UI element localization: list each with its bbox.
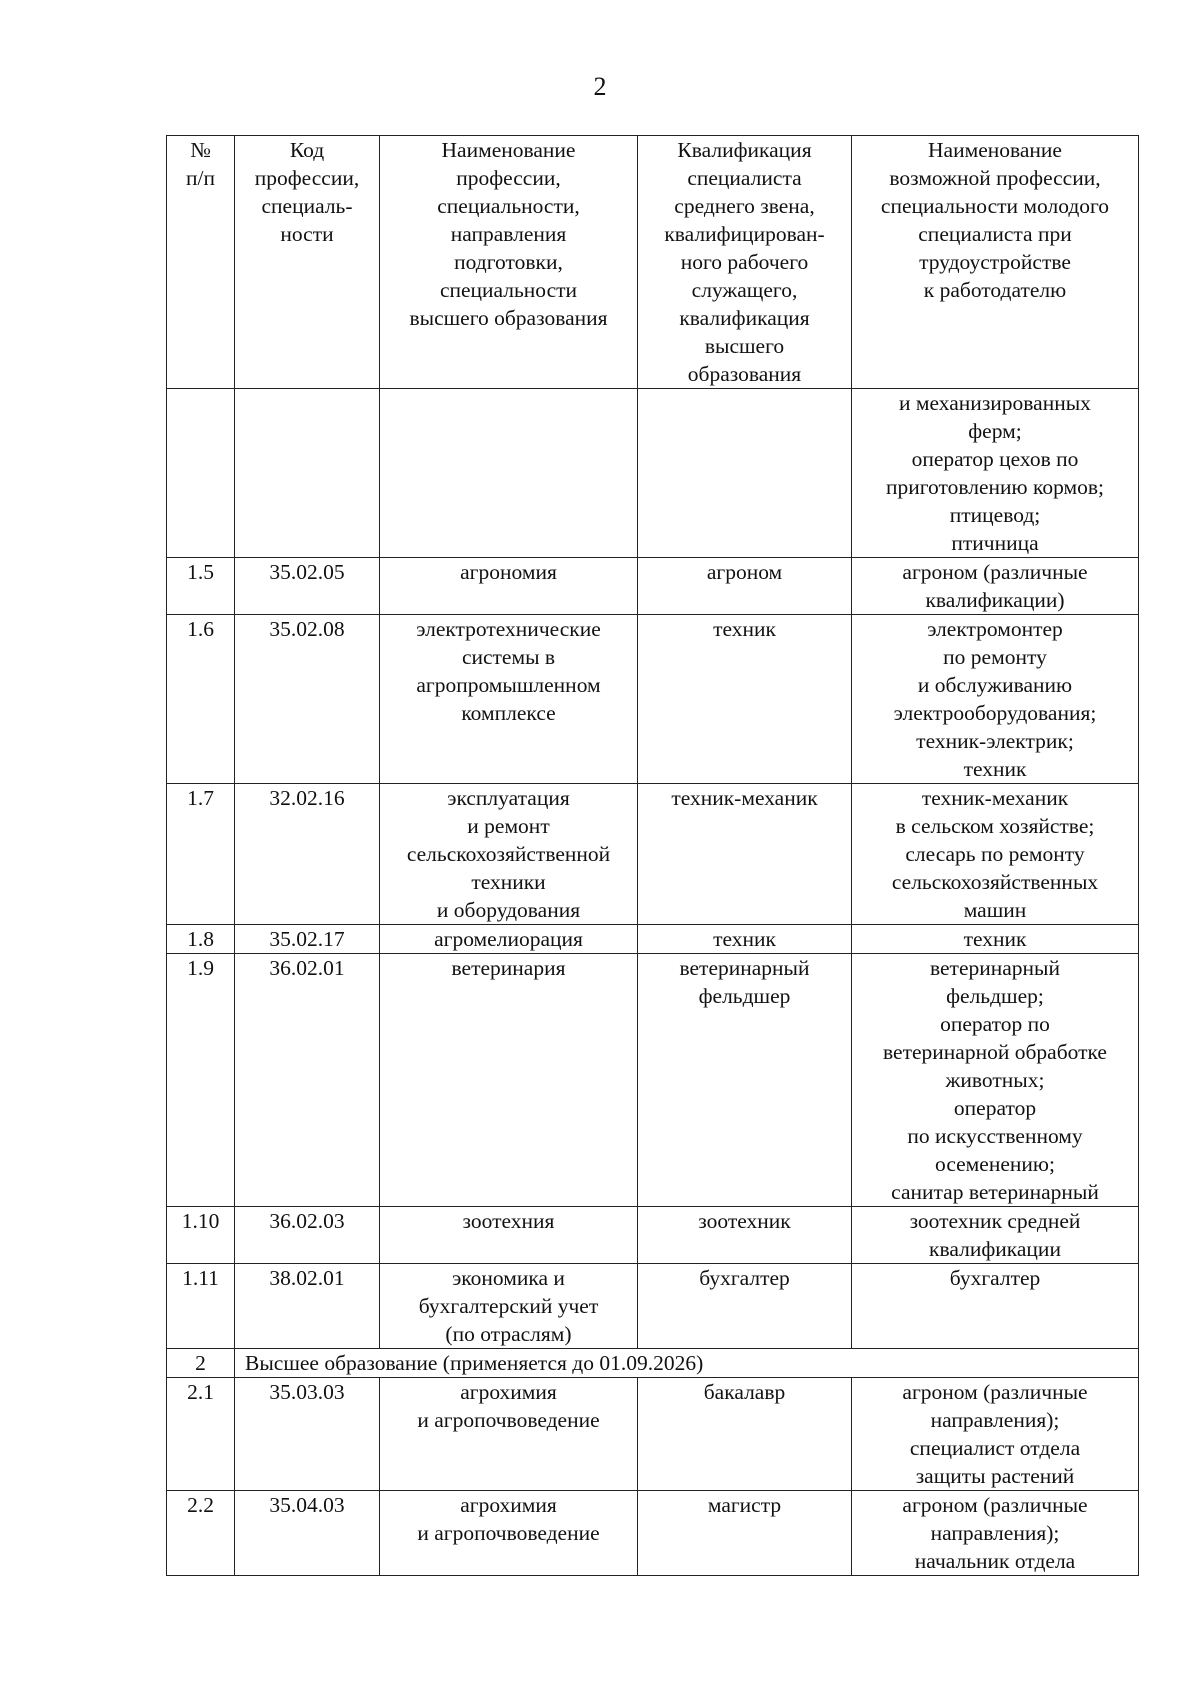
cell-number	[167, 954, 235, 1207]
cell-line: квалификации)	[925, 588, 1065, 612]
cell-number	[167, 784, 235, 925]
cell-profession-name	[380, 1207, 638, 1264]
cell-code	[235, 925, 380, 954]
cell-possible-profession	[852, 1264, 1139, 1349]
cell-possible-profession	[852, 558, 1139, 615]
cell-line: животных;	[945, 1068, 1045, 1092]
cell-line: экономика и	[452, 1266, 565, 1290]
cell-possible-profession	[852, 1207, 1139, 1264]
cell-line: бакалавр	[703, 1380, 786, 1404]
cell-line: оператор цехов по	[911, 447, 1079, 471]
cell-profession-name	[380, 615, 638, 784]
cell-line: техник-механик	[671, 786, 818, 810]
cell-line: защиты растений	[915, 1464, 1075, 1488]
cell-line: оператор по	[940, 1012, 1050, 1036]
cell-profession-name	[380, 954, 638, 1207]
cell-number	[167, 615, 235, 784]
cell-line: 1.9	[187, 956, 214, 980]
cell-profession-name	[380, 1264, 638, 1349]
cell-line: техник	[963, 757, 1027, 781]
cell-line: Наименование	[441, 138, 576, 162]
cell-code	[235, 558, 380, 615]
cell-line: 32.02.16	[269, 786, 345, 810]
cell-line: в сельском хозяйстве;	[895, 814, 1095, 838]
cell-line: 1.5	[187, 560, 214, 584]
cell-code	[235, 615, 380, 784]
cell-line: бухгалтерский учет	[418, 1294, 599, 1318]
cell-profession-name	[380, 558, 638, 615]
cell-line: агроном (различные	[902, 560, 1088, 584]
cell-qualification	[638, 1264, 852, 1349]
cell-line: и агропочвоведение	[417, 1408, 600, 1432]
cell-line: профессии,	[456, 166, 561, 190]
cell-code	[235, 1264, 380, 1349]
cell-line: 36.02.03	[269, 1209, 345, 1233]
cell-line: осеменению;	[935, 1152, 1055, 1176]
cell-line: агроном	[706, 560, 783, 584]
cell-line: ветеринарный	[679, 956, 810, 980]
cell-line: направления);	[930, 1521, 1060, 1545]
cell-line: ветеринария	[451, 956, 566, 980]
section-row	[167, 1349, 1139, 1378]
cell-line: к работодателю	[923, 278, 1067, 302]
cell-line: и обслуживанию	[917, 673, 1073, 697]
cell-number	[167, 925, 235, 954]
section-number: 2	[167, 1349, 235, 1378]
cell-line: техники	[471, 870, 546, 894]
cell-line: Наименование	[928, 138, 1062, 162]
cell-number	[167, 1491, 235, 1576]
cell-profession-name	[380, 925, 638, 954]
cell-line: 35.03.03	[269, 1380, 345, 1404]
page-number: 2	[593, 72, 607, 101]
cell-line: 2.1	[187, 1380, 214, 1404]
cell-line: и ремонт	[467, 814, 550, 838]
cell-possible-profession	[852, 784, 1139, 925]
cell-possible-profession	[852, 1491, 1139, 1576]
cell-possible-profession	[852, 615, 1139, 784]
cell-code	[235, 1378, 380, 1491]
cell-line: 1.11	[182, 1266, 219, 1290]
cell-profession-name	[380, 1491, 638, 1576]
cell-line: трудоустройстве	[919, 250, 1071, 274]
cell-number	[167, 1378, 235, 1491]
cell-number	[167, 1207, 235, 1264]
cell-line: техник-механик	[921, 786, 1069, 810]
cell-line: фельдшер	[698, 984, 791, 1008]
cell-line: эксплуатация	[447, 786, 570, 810]
cell-qualification	[638, 1491, 852, 1576]
table-row	[167, 558, 1139, 615]
cell-line: техник	[713, 617, 776, 641]
header-cell-possible-profession	[852, 136, 1139, 389]
cell-line: фельдшер;	[946, 984, 1044, 1008]
cell-line: бухгалтер	[699, 1266, 790, 1290]
table-body	[167, 389, 1139, 1576]
cell-line: №	[190, 138, 211, 162]
cell-possible-profession	[852, 954, 1139, 1207]
cell-line: электрооборудования;	[893, 701, 1097, 725]
cell-line: подготовки,	[454, 250, 563, 274]
cell-possible-profession	[852, 925, 1139, 954]
cell-line: ветеринарный	[929, 956, 1061, 980]
cell-line: агрохимия	[460, 1493, 557, 1517]
cell-line: санитар ветеринарный	[891, 1180, 1099, 1204]
cell-line: 35.02.05	[269, 560, 345, 584]
cell-line: и агропочвоведение	[417, 1521, 600, 1545]
cell-line: Квалификация	[677, 138, 812, 162]
header-row	[167, 136, 1139, 389]
cell-line: 1.6	[187, 617, 214, 641]
header-cell-number	[167, 136, 235, 389]
cell-line: сельскохозяйственных	[891, 870, 1099, 894]
cell-line: специалист отдела	[909, 1436, 1081, 1460]
cell-line: агрономия	[460, 560, 557, 584]
cell-line: образования	[687, 362, 802, 386]
cell-line: служащего,	[691, 278, 798, 302]
cell-code	[235, 954, 380, 1207]
cell-line: Код	[289, 138, 325, 162]
cell-line: возможной профессии,	[889, 166, 1101, 190]
cell-qualification	[638, 1378, 852, 1491]
table-row	[167, 1264, 1139, 1349]
cell-number	[167, 1264, 235, 1349]
cell-line: квалифицирован-	[664, 222, 825, 246]
cell-profession-name	[380, 1378, 638, 1491]
header-cell-qualification	[638, 136, 852, 389]
cell-line: 1.8	[187, 927, 214, 951]
cell-line: высшего образования	[409, 306, 608, 330]
cell-line: зоотехник средней	[909, 1209, 1081, 1233]
cell-line: направления);	[930, 1408, 1060, 1432]
cell-line: квалификации	[929, 1237, 1061, 1261]
table-row	[167, 1378, 1139, 1491]
cell-line: и оборудования	[436, 898, 581, 922]
table-row	[167, 954, 1139, 1207]
cell-line: п/п	[186, 166, 215, 190]
table-row	[167, 1491, 1139, 1576]
cell-line: по искусственному	[907, 1124, 1083, 1148]
cell-profession-name	[380, 389, 638, 558]
cell-line: комплексе	[461, 701, 556, 725]
cell-line: зоотехния	[462, 1209, 555, 1233]
cell-line: по ремонту	[943, 645, 1047, 669]
cell-line: техник-электрик;	[916, 729, 1074, 753]
cell-line: квалификация	[679, 306, 810, 330]
cell-line: бухгалтер	[949, 1266, 1041, 1290]
cell-line: слесарь по ремонту	[905, 842, 1085, 866]
cell-line: (по отраслям)	[445, 1322, 572, 1346]
cell-line: 1.7	[187, 786, 214, 810]
cell-possible-profession	[852, 1378, 1139, 1491]
cell-line: специаль-	[261, 194, 353, 218]
cell-line: агромелиорация	[434, 927, 583, 951]
cell-qualification	[638, 389, 852, 558]
cell-line: 35.04.03	[269, 1493, 345, 1517]
cell-number	[167, 389, 235, 558]
cell-line: сельскохозяйственной	[406, 842, 611, 866]
cell-qualification	[638, 925, 852, 954]
cell-qualification	[638, 954, 852, 1207]
cell-line: среднего звена,	[674, 194, 815, 218]
cell-line: ности	[280, 222, 334, 246]
cell-line: профессии,	[254, 166, 360, 190]
cell-line: начальник отдела	[914, 1549, 1076, 1573]
cell-line: и механизированных	[899, 391, 1091, 415]
cell-line: 2.2	[187, 1493, 214, 1517]
table-row	[167, 925, 1139, 954]
cell-line: зоотехник	[698, 1209, 791, 1233]
cell-line: оператор	[953, 1096, 1037, 1120]
cell-line: ферм;	[968, 419, 1022, 443]
table-row	[167, 784, 1139, 925]
cell-possible-profession	[852, 389, 1139, 558]
cell-line: ветеринарной обработке	[883, 1040, 1107, 1064]
cell-line: магистр	[707, 1493, 782, 1517]
section-title: Высшее образование (применяется до 01.09.2026)	[235, 1349, 1139, 1378]
cell-line: электромонтер	[927, 617, 1063, 641]
cell-line: системы в	[461, 645, 556, 669]
cell-qualification	[638, 784, 852, 925]
header-cell-code	[235, 136, 380, 389]
cell-line: приготовлению кормов;	[886, 475, 1104, 499]
cell-qualification	[638, 558, 852, 615]
cell-line: 1.10	[181, 1209, 220, 1233]
table-row	[167, 389, 1139, 558]
cell-line: электротехнические	[416, 617, 601, 641]
cell-line: специальности,	[437, 194, 580, 218]
cell-qualification	[638, 615, 852, 784]
cell-line: специалиста	[687, 166, 802, 190]
cell-profession-name	[380, 784, 638, 925]
cell-line: техник	[713, 927, 776, 951]
table-row	[167, 1207, 1139, 1264]
cell-line: агроном (различные	[902, 1380, 1088, 1404]
cell-line: птичница	[951, 531, 1039, 555]
cell-number	[167, 558, 235, 615]
cell-line: высшего	[704, 334, 785, 358]
cell-line: направления	[450, 222, 567, 246]
cell-line: агрохимия	[460, 1380, 557, 1404]
cell-line: 38.02.01	[269, 1266, 345, 1290]
cell-line: 36.02.01	[269, 956, 345, 980]
cell-qualification	[638, 1207, 852, 1264]
cell-line: птицевод;	[949, 503, 1041, 527]
cell-code	[235, 389, 380, 558]
cell-line: агропромышленном	[416, 673, 601, 697]
cell-line: машин	[963, 898, 1027, 922]
table-row	[167, 615, 1139, 784]
cell-line: техник	[963, 927, 1027, 951]
cell-code	[235, 1207, 380, 1264]
cell-line: специальности	[439, 278, 578, 302]
header-cell-profession-name	[380, 136, 638, 389]
cell-line: агроном (различные	[902, 1493, 1088, 1517]
cell-line: 35.02.08	[269, 617, 345, 641]
cell-line: 35.02.17	[269, 927, 345, 951]
professions-table	[166, 135, 1139, 1576]
cell-line: ного рабочего	[680, 250, 809, 274]
cell-code	[235, 1491, 380, 1576]
cell-line: специальности молодого	[880, 194, 1110, 218]
cell-line: специалиста при	[918, 222, 1072, 246]
cell-code	[235, 784, 380, 925]
